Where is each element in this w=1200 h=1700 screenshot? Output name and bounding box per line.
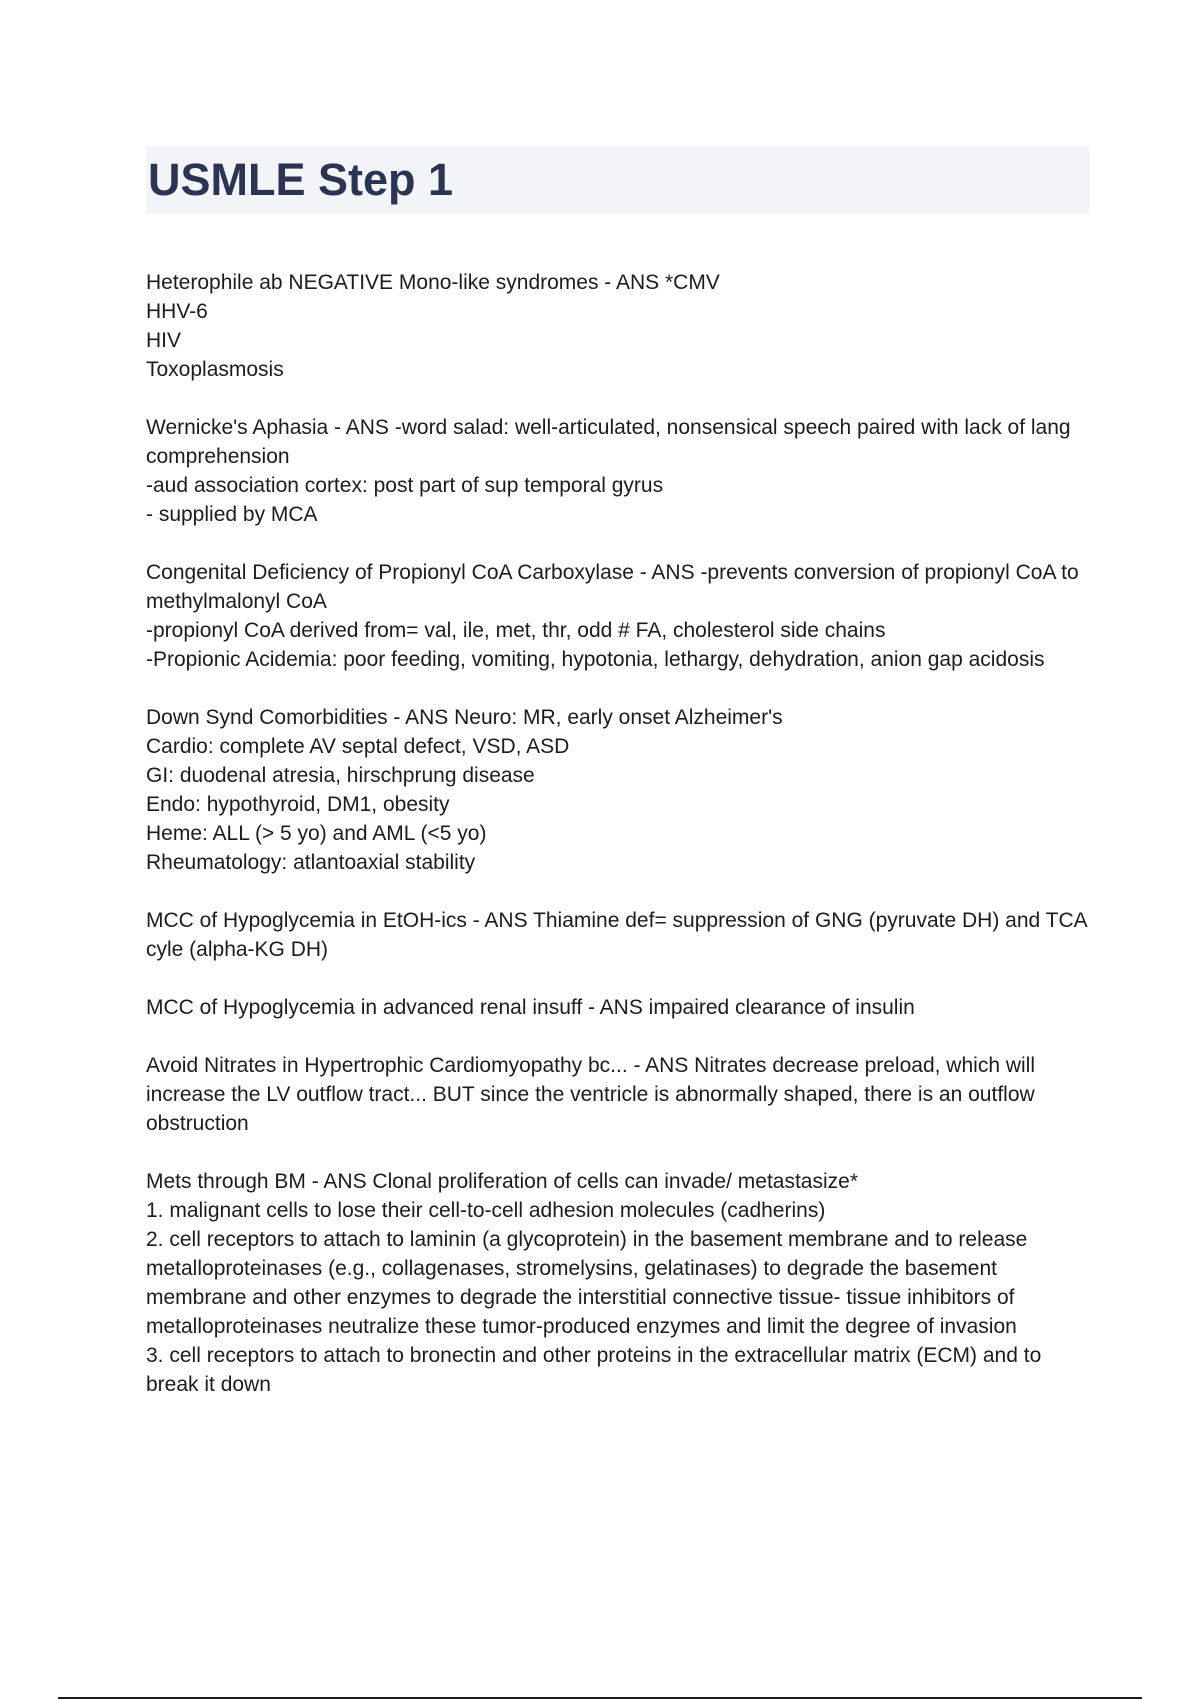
note-line: Toxoplasmosis — [146, 358, 284, 381]
note-line: 1. malignant cells to lose their cell-to-cell adhesion molecules (cadherins) — [146, 1199, 826, 1222]
note-line: 3. cell receptors to attach to bronectin and other proteins in the extracellular matrix (ECM) and to break it down — [146, 1344, 1042, 1396]
note-line: Avoid Nitrates in Hypertrophic Cardiomyopathy bc... - ANS Nitrates decrease preload, which will increase the LV outflow tract... BUT since the ventricle is abnormally shaped, there is an outflow obstruction — [146, 1054, 1035, 1135]
note-line: -aud association cortex: post part of sup temporal gyrus — [146, 474, 664, 497]
footer-divider — [58, 1697, 1142, 1699]
note-line: Down Synd Comorbidities - ANS Neuro: MR, early onset Alzheimer's — [146, 706, 783, 729]
note-line: 2. cell receptors to attach to laminin (a glycoprotein) in the basement membrane and to release metalloproteinases (e.g., collagenases, stromelysins, gelatinases) to degrade the basement membrane and other enzymes to degrade the interstitial connective tissue- tissue inhibitors of metalloproteinases neutralize these tumor-produced enzymes and limit the degree of invasion — [146, 1228, 1028, 1338]
note-entry-nitrates-hcm — [146, 1051, 1096, 1138]
note-line: MCC of Hypoglycemia in advanced renal insuff - ANS impaired clearance of insulin — [146, 996, 915, 1019]
note-line: Mets through BM - ANS Clonal proliferation of cells can invade/ metastasize* — [146, 1170, 859, 1193]
note-line: HHV-6 — [146, 300, 208, 323]
page-title: USMLE Step 1 — [148, 154, 454, 205]
note-line: Rheumatology: atlantoaxial stability — [146, 851, 476, 874]
note-line: GI: duodenal atresia, hirschprung disease — [146, 764, 535, 787]
note-line: Wernicke's Aphasia - ANS -word salad: well-articulated, nonsensical speech paired with lack of lang comprehension — [146, 416, 1071, 468]
note-line: MCC of Hypoglycemia in EtOH-ics - ANS Thiamine def= suppression of GNG (pyruvate DH) and TCA cyle (alpha-KG DH) — [146, 909, 1087, 961]
notes-content — [146, 268, 1096, 1428]
note-line: Cardio: complete AV septal defect, VSD, ASD — [146, 735, 570, 758]
note-entry-propionyl — [146, 558, 1096, 674]
note-line: Endo: hypothyroid, DM1, obesity — [146, 793, 450, 816]
note-line: - supplied by MCA — [146, 503, 318, 526]
note-line: HIV — [146, 329, 182, 352]
title-banner — [146, 146, 1090, 214]
note-entry-wernicke — [146, 413, 1096, 529]
note-line: Heme: ALL (> 5 yo) and AML (<5 yo) — [146, 822, 487, 845]
note-entry-heterophile — [146, 268, 1096, 384]
note-entry-hypoglycemia-etoh — [146, 906, 1096, 964]
note-entry-down-syndrome — [146, 703, 1096, 877]
note-line: Congenital Deficiency of Propionyl CoA Carboxylase - ANS -prevents conversion of propionyl CoA to methylmalonyl CoA — [146, 561, 1079, 613]
note-line: Heterophile ab NEGATIVE Mono-like syndromes - ANS *CMV — [146, 271, 720, 294]
note-entry-hypoglycemia-renal — [146, 993, 1096, 1022]
note-line: -propionyl CoA derived from= val, ile, met, thr, odd # FA, cholesterol side chains — [146, 619, 886, 642]
note-line: -Propionic Acidemia: poor feeding, vomiting, hypotonia, lethargy, dehydration, anion gap acidosis — [146, 648, 1045, 671]
note-entry-mets-bm — [146, 1167, 1096, 1399]
